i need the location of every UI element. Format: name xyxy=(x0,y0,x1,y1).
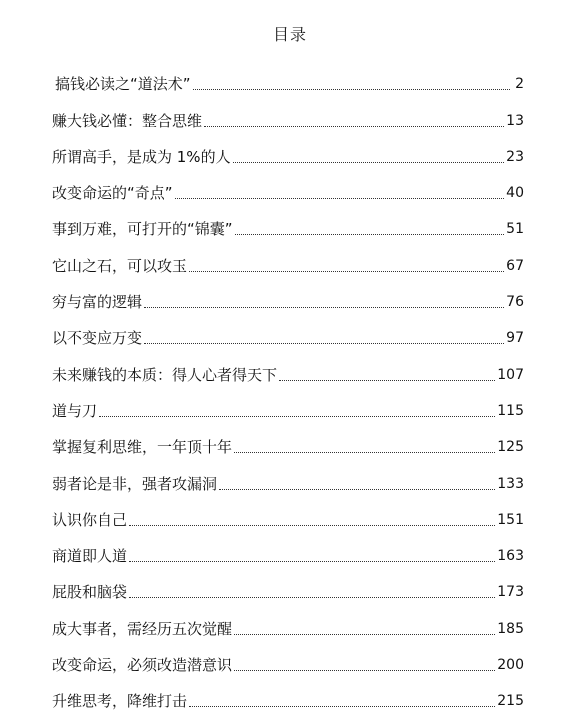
toc-entry-page: 151 xyxy=(497,511,524,528)
toc-entry-title: 升维思考，降维打击 xyxy=(52,692,188,711)
dot-leader xyxy=(204,126,504,127)
toc-entry[interactable] xyxy=(52,167,524,203)
dot-leader xyxy=(189,706,495,707)
toc-entry[interactable] xyxy=(52,385,524,421)
toc-entry-title: 认识你自己 xyxy=(52,510,128,529)
toc-entry-title: 商道即人道 xyxy=(52,547,128,566)
toc-entry-page: 40 xyxy=(506,185,524,202)
toc-entry-title: 事到万难，可打开的“锦囊” xyxy=(52,220,233,239)
toc-entry-page: 67 xyxy=(506,257,524,274)
dot-leader xyxy=(189,271,504,272)
toc-entry[interactable] xyxy=(52,94,524,130)
toc-entry[interactable] xyxy=(52,602,524,638)
dot-leader xyxy=(144,307,504,308)
toc-entry-page: 107 xyxy=(497,366,524,383)
page-title: 目录 xyxy=(272,25,307,44)
toc-entry[interactable] xyxy=(52,494,524,530)
toc-entry-page: 163 xyxy=(497,548,524,565)
toc-entry-title: 道与刀 xyxy=(52,401,98,420)
dot-leader xyxy=(279,380,495,381)
toc-entry-title: 掌握复利思维，一年顶十年 xyxy=(52,438,233,457)
toc-entry-title: 赚大钱必懂：整合思维 xyxy=(52,111,203,130)
dot-leader xyxy=(99,416,495,417)
toc-entry-page: 125 xyxy=(497,439,524,456)
toc-entry[interactable] xyxy=(52,675,524,711)
dot-leader xyxy=(219,489,495,490)
dot-leader xyxy=(233,162,505,163)
toc-entry[interactable] xyxy=(52,421,524,457)
dot-leader xyxy=(235,234,505,235)
toc-entry[interactable] xyxy=(52,239,524,275)
dot-leader xyxy=(129,597,495,598)
toc-entry[interactable] xyxy=(52,58,524,94)
table-of-contents xyxy=(52,58,524,711)
toc-entry[interactable] xyxy=(52,530,524,566)
dot-leader xyxy=(144,343,504,344)
toc-entry-page: 215 xyxy=(497,693,524,710)
toc-entry-page: 23 xyxy=(506,148,524,165)
toc-entry[interactable] xyxy=(52,566,524,602)
toc-entry-page: 13 xyxy=(506,112,524,129)
toc-entry-page: 133 xyxy=(497,475,524,492)
dot-leader xyxy=(175,198,505,199)
toc-entry-page: 2 xyxy=(515,76,524,93)
toc-entry-title: 成大事者，需经历五次觉醒 xyxy=(52,619,233,638)
toc-entry[interactable] xyxy=(52,348,524,384)
toc-entry-title: 改变命运的“奇点” xyxy=(52,184,173,203)
toc-entry-title: 它山之石，可以攻玉 xyxy=(52,256,188,275)
toc-entry-page: 115 xyxy=(497,402,524,419)
toc-entry-page: 97 xyxy=(506,330,524,347)
toc-entry-title: 以不变应万变 xyxy=(52,329,143,348)
toc-entry[interactable] xyxy=(52,276,524,312)
toc-entry[interactable] xyxy=(52,131,524,167)
toc-entry-page: 173 xyxy=(497,584,524,601)
toc-entry-title: 穷与富的逻辑 xyxy=(52,293,143,312)
dot-leader xyxy=(193,89,510,90)
dot-leader xyxy=(129,561,495,562)
dot-leader xyxy=(234,670,495,671)
dot-leader xyxy=(129,525,495,526)
toc-entry-title: 弱者论是非，强者攻漏洞 xyxy=(52,474,218,493)
toc-entry-page: 51 xyxy=(506,221,524,238)
toc-entry[interactable] xyxy=(52,312,524,348)
toc-entry-title: 未来赚钱的本质：得人心者得天下 xyxy=(52,365,278,384)
toc-entry-title: 改变命运，必须改造潜意识 xyxy=(52,656,233,675)
toc-entry-page: 200 xyxy=(497,657,524,674)
toc-entry[interactable] xyxy=(52,457,524,493)
toc-entry[interactable] xyxy=(52,203,524,239)
toc-entry-title: 搞钱必读之“道法术” xyxy=(55,75,191,94)
toc-entry[interactable] xyxy=(52,639,524,675)
toc-entry-page: 76 xyxy=(506,294,524,311)
toc-entry-page: 185 xyxy=(497,620,524,637)
toc-entry-title: 屁股和脑袋 xyxy=(52,583,128,602)
dot-leader xyxy=(234,634,495,635)
toc-entry-title: 所谓高手，是成为 1%的人 xyxy=(52,147,231,166)
dot-leader xyxy=(234,452,495,453)
